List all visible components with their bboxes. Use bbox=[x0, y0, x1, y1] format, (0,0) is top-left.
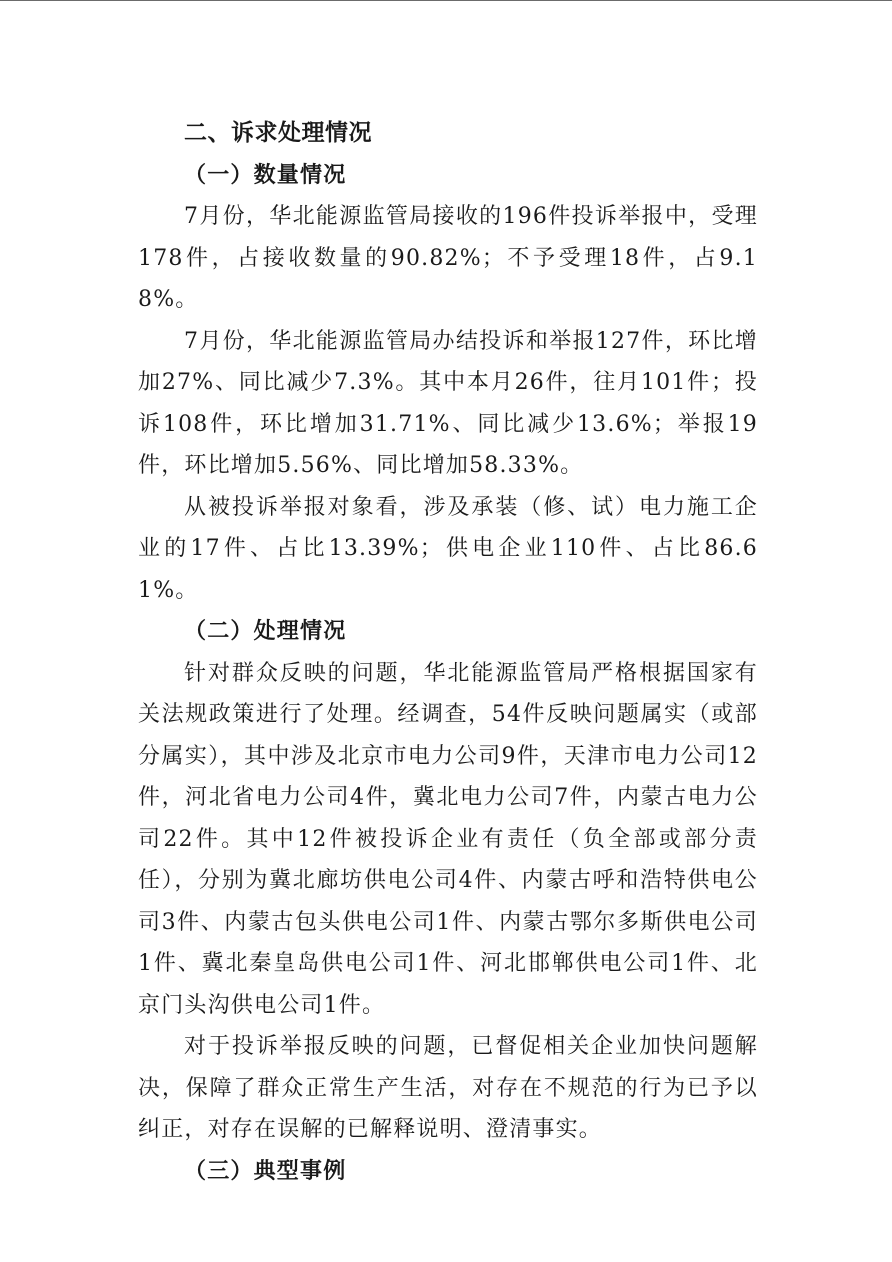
handling-paragraph-2: 对于投诉举报反映的问题，已督促相关企业加快问题解决，保障了群众正常生产生活，对存在不规范的行为已予以纠正，对存在误解的已解释说明、澄清事实。 bbox=[138, 1034, 758, 1142]
cases-heading: （三）典型事例 bbox=[184, 1157, 347, 1184]
quantity-paragraph-2: 7月份，华北能源监管局办结投诉和举报127件，环比增加27%、同比减少7.3%。其中本月26件，往月101件；投诉108件，环比增加31.71%、同比减少13.6%；举报19件，环比增加5.56%、同比增加58.33%。 bbox=[138, 328, 758, 478]
handling-paragraph-1: 针对群众反映的问题，华北能源监管局严格根据国家有关法规政策进行了处理。经调查，54件反映问题属实（或部分属实），其中涉及北京市电力公司9件，天津市电力公司12件，河北省电力公司4件，冀北电力公司7件，内蒙古电力公司22件。其中12件被投诉企业有责任（负全部或部分责任），分别为冀北廊坊供电公司4件、内蒙古呼和浩特供电公司3件、内蒙古包头供电公司1件、内蒙古鄂尔多斯供电公司1件、冀北秦皇岛供电公司1件、河北邯郸供电公司1件、北京门头沟供电公司1件。 bbox=[138, 660, 758, 1018]
quantity-paragraph-1: 7月份，华北能源监管局接收的196件投诉举报中，受理178件，占接收数量的90.82%；不予受理18件，占9.18%。 bbox=[138, 204, 758, 312]
handling-heading: （二）处理情况 bbox=[184, 618, 347, 644]
quantity-heading: （一）数量情况 bbox=[184, 161, 347, 188]
section-title: 二、诉求处理情况 bbox=[184, 120, 372, 146]
document-body bbox=[138, 113, 758, 1192]
quantity-paragraph-3: 从被投诉举报对象看，涉及承装（修、试）电力施工企业的17件、占比13.39%；供电企业110件、占比86.61%。 bbox=[138, 494, 758, 603]
